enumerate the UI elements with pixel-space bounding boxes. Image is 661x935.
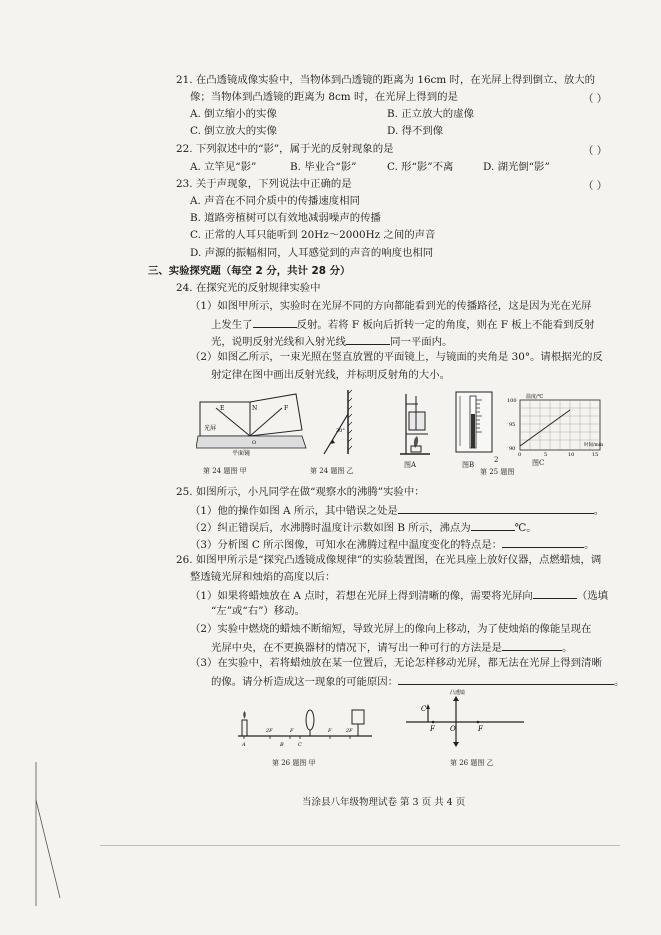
q21-answer-paren: （ ）: [583, 93, 608, 105]
q25-blank-2[interactable]: [471, 519, 515, 531]
fig26b-label-lens: 凸透镜: [450, 690, 466, 696]
q21-option-b: B. 正立放大的虚像: [387, 108, 474, 120]
q25-blank-3[interactable]: [502, 536, 584, 548]
fig25c-ytick-90: 90: [509, 446, 516, 452]
q23-answer-paren: （ ）: [583, 180, 608, 192]
q26-line2: 整透镜光屏和烛焰的高度以后：: [190, 571, 336, 583]
fig25c-caption: 图C: [532, 459, 545, 467]
q21-line2: 像；当物体到凸透镜的距离为 8cm 时，在光屏上得到的是: [190, 91, 458, 103]
q24-part2-line1: （2）如图乙所示，一束光照在竖直放置的平面镜上，与镜面的夹角是 30°。请根据光的反: [190, 351, 603, 363]
q24-part1-line1: （1）如图甲所示，实验时在光屏不同的方向都能看到光的传播路径，这是因为光在光屏: [190, 300, 592, 312]
fig24-jia-diagram: [196, 390, 308, 458]
q23-option-a: A. 声音在不同介质中的传播速度相同: [190, 195, 360, 207]
q21-option-a: A. 倒立缩小的实像: [190, 108, 277, 120]
fig25c-temperature-graph: [506, 392, 612, 456]
fig24a-label-f: F: [284, 405, 289, 412]
fig26a-label-2f-left: 2F: [266, 728, 273, 734]
q21-option-d: D. 得不到像: [387, 125, 444, 137]
fig26-yi-ray-diagram: [404, 688, 526, 750]
fig25c-xlabel: 时间/min: [584, 443, 604, 448]
page-footer: 当涂县八年级物理试卷 第 3 页 共 4 页: [302, 797, 466, 808]
q22-answer-paren: （ ）: [583, 145, 608, 157]
q25-stem: 25. 如图所示，小凡同学在做“观察水的沸腾”实验中：: [176, 486, 425, 498]
q25-part2: （2）纠正错误后，水沸腾时温度计示数如图 B 所示，沸点为 ℃。: [190, 519, 537, 535]
fig26b-label-c: C: [421, 705, 427, 713]
q23-option-d: D. 声源的振幅相同，人耳感觉到的声音的响度也相同: [190, 247, 434, 259]
fig25c-xtick-15: 15: [592, 452, 599, 456]
q25-part3: （3）分析图 C 所示图像，可知水在沸腾过程中温度变化的特点是： 。: [190, 536, 595, 552]
fig25b-number: 2: [494, 456, 499, 464]
q22-option-c: C. 形“影”不离: [387, 161, 454, 173]
fig25c-xtick-0: 0: [518, 452, 522, 456]
scan-divider-line: [100, 845, 620, 846]
q26-part3-line2: 的像。请分析造成这一现象的可能原因： 。: [211, 673, 624, 689]
q23-option-b: B. 道路旁植树可以有效地减弱噪声的传播: [190, 212, 381, 224]
fig25c-xtick-10: 10: [568, 452, 575, 456]
q24-part1-line2: 上发生了 反射。若将 F 板向后折转一定的角度，则在 F 板上不能看到反射: [211, 316, 594, 332]
fig24a-label-screen: 光屏: [204, 425, 217, 432]
fig25c-ylabel: 温度/℃: [526, 394, 544, 400]
fig24-yi-diagram: [318, 388, 362, 458]
fig26a-label-f-right: F: [328, 728, 332, 734]
fig26a-caption: 第 26 题图 甲: [272, 759, 316, 767]
q25-part1: （1）他的操作如图 A 所示，其中错误之处是 。: [190, 502, 604, 518]
q26-part1-line2: “左”或“右”）移动。: [211, 605, 305, 617]
fig25c-xtick-5: 5: [544, 452, 548, 456]
fig25-caption: 第 25 题图: [480, 468, 515, 476]
q24-blank-2[interactable]: [346, 333, 390, 345]
fig26a-label-c: C: [298, 742, 302, 748]
fig24a-caption: 第 24 题图 甲: [203, 467, 247, 475]
fig25b-thermometer: [452, 390, 496, 456]
q25-blank-1[interactable]: [398, 502, 594, 514]
q24-stem: 24. 在探究光的反射规律实验中: [176, 282, 321, 294]
q23-option-c: C. 正常的人耳只能听到 20Hz～2000Hz 之间的声音: [190, 229, 436, 241]
q22-option-a: A. 立竿见“影”: [190, 161, 257, 173]
q23-stem: 23. 关于声现象，下列说法中正确的是: [176, 178, 352, 190]
fig25b-caption: 图B: [462, 461, 475, 469]
fig24b-caption: 第 24 题图 乙: [310, 467, 354, 475]
fig26a-label-f-left: F: [290, 728, 294, 734]
fig24a-label-n: N: [252, 405, 258, 412]
q21-line1: 21. 在凸透镜成像实验中，当物体到凸透镜的距离为 16cm 时，在光屏上得到倒立、放大的: [176, 74, 595, 86]
fig24a-label-o: O: [252, 440, 257, 446]
q26-part2-line2: 光屏中央，在不更换器材的情况下，请写出一种可行的方法是是 。: [211, 639, 572, 655]
fig24a-label-mirror: 平面镜: [232, 450, 251, 457]
fig25c-ytick-100: 100: [507, 398, 517, 404]
fig26b-label-f-left: F: [430, 725, 435, 733]
fig26a-label-a: A: [242, 742, 246, 748]
fig26-jia-optical-bench: [236, 702, 374, 752]
q24-part2-line2: 射定律在图中画出反射光线，并标明反射角的大小。: [211, 369, 450, 381]
fig26a-label-2f-right: 2F: [346, 728, 353, 734]
q24-blank-1[interactable]: [253, 316, 297, 328]
fig26b-label-f-right: F: [478, 725, 483, 733]
q26-blank-3[interactable]: [398, 673, 614, 685]
fig25a-apparatus: [396, 390, 434, 458]
q22-option-b: B. 毕业合“影”: [290, 161, 357, 173]
scan-edge-marks: [28, 760, 68, 910]
q26-part1-line1: （1）如果将蜡烛放在 A 点时，若想在光屏上得到清晰的像，需要将光屏向 （选填: [190, 587, 608, 603]
q22-option-d: D. 湖光倒“影”: [483, 161, 550, 173]
fig24a-label-e: E: [220, 405, 225, 412]
q24-part1-line3: 光，说明反射光线和入射光线 同一平面内。: [211, 333, 452, 349]
fig25c-ytick-95: 95: [509, 422, 516, 428]
q26-blank-2[interactable]: [502, 639, 562, 651]
q26-part2-line1: （2）实验中燃烧的蜡烛不断缩短，导致光屏上的像向上移动，为了使烛焰的像能呈现在: [190, 623, 592, 635]
q26-part3-line1: （3）在实验中，若将蜡烛放在某一位置后，无论怎样移动光屏，都无法在光屏上得到清晰: [190, 657, 602, 669]
q22-stem: 22. 下列叙述中的“影”，属于光的反射现象的是: [176, 143, 394, 155]
fig24b-angle-label: 30°: [336, 428, 345, 434]
fig26b-caption: 第 26 题图 乙: [450, 759, 494, 767]
section-3-heading: 三、实验探究题（每空 2 分，共计 28 分）: [148, 265, 351, 277]
q21-option-c: C. 倒立放大的实像: [190, 125, 277, 137]
fig25a-caption: 图A: [404, 461, 417, 469]
fig26b-label-o: O: [450, 725, 456, 733]
q26-line1: 26. 如图甲所示是“探究凸透镜成像规律”的实验装置图，在光具座上放好仪器，点燃蜡烛，调: [176, 554, 602, 566]
q26-blank-1[interactable]: [533, 587, 577, 599]
fig26a-label-b: B: [280, 742, 284, 748]
